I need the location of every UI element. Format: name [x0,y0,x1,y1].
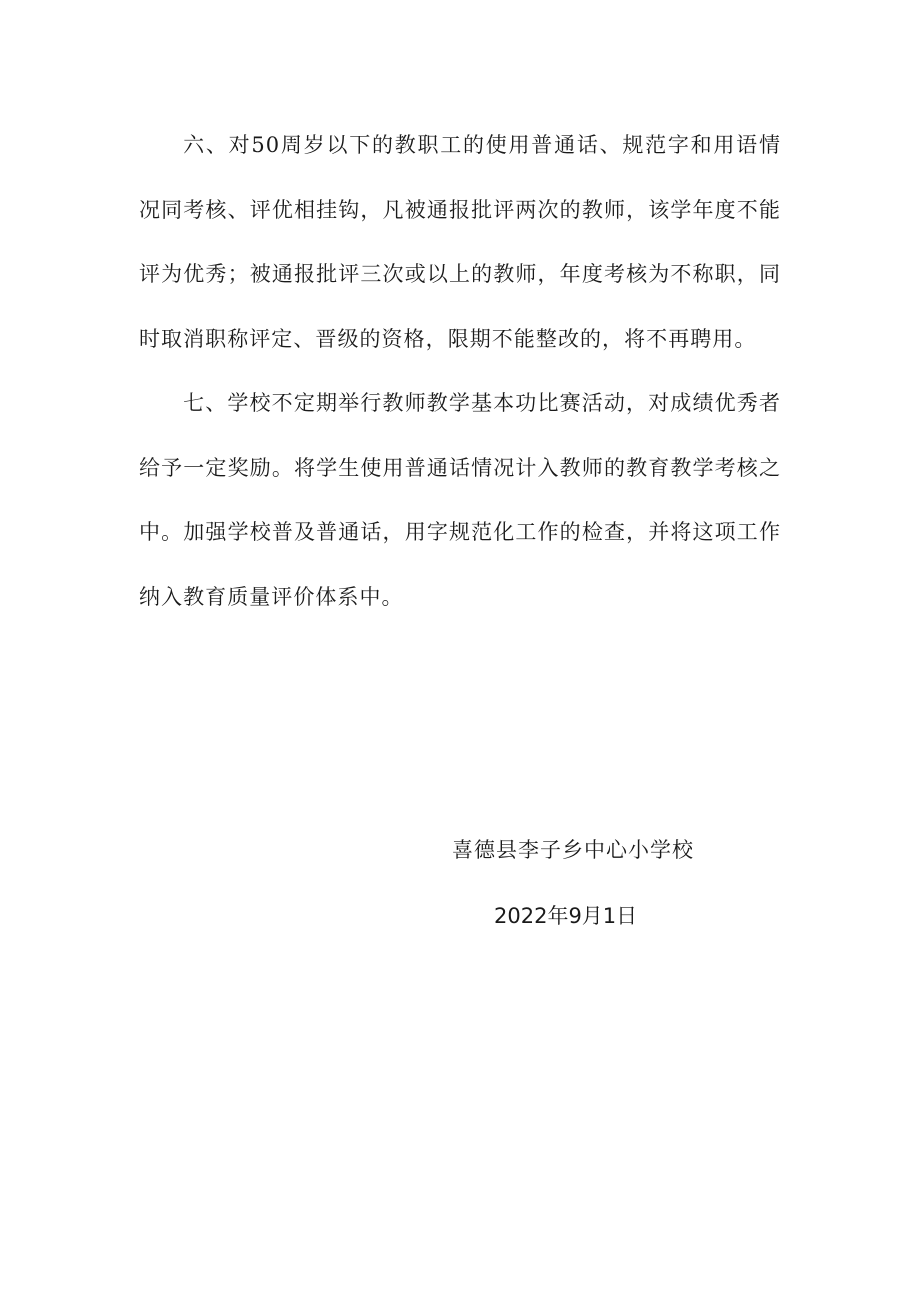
paragraph-six: 六、对50周岁以下的教职工的使用普通话、规范字和用语情况同考核、评优相挂钩，凡被通报批评两次的教师，该学年度不能评为优秀；被通报批评三次或以上的教师，年度考核为不称职，同时取消职称评定、晋级的资格，限期不能整改的，将不再聘用。 [139,133,781,351]
signature-date: 2022年9月1日 [494,904,638,928]
signature-school-name: 喜德县李子乡中心小学校 [452,838,694,862]
paragraph-seven: 七、学校不定期举行教师教学基本功比赛活动，对成绩优秀者给予一定奖励。将学生使用普通话情况计入教师的教育教学考核之中。加强学校普及普通话，用字规范化工作的检查，并将这项工作纳入教育质量评价体系中。 [139,391,781,609]
document-body [139,113,781,629]
